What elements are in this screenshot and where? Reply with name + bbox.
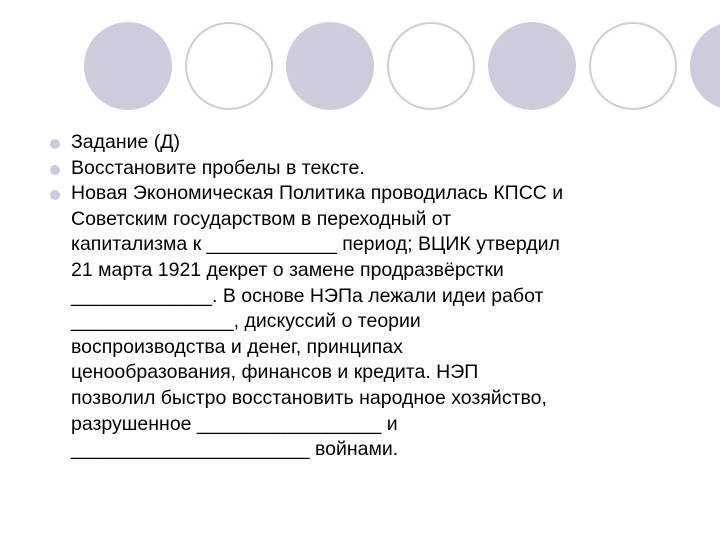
bullet-item-task <box>50 130 690 156</box>
paragraph-line: 21 марта 1921 декрет о замене продразвёрстки <box>71 258 504 281</box>
paragraph-line: воспроизводства и денег, принципах <box>71 335 403 358</box>
bullet-dot-icon <box>50 190 60 200</box>
decor-circle-filled <box>690 22 720 110</box>
paragraph-line: разрушенное _________________ и <box>71 412 398 435</box>
paragraph-line: позволил быстро восстановить народное хозяйство, <box>71 386 547 409</box>
bullet-dot-icon <box>50 139 60 149</box>
bullet-dot-icon <box>50 165 60 175</box>
paragraph-line: _____________. В основе НЭПа лежали идеи работ <box>71 284 544 307</box>
paragraph-line: Советским государством в переходный от <box>71 207 452 230</box>
paragraph-line: ______________________ войнами. <box>71 438 399 461</box>
paragraph-line: капитализма к ____________ период; ВЦИК утвердил <box>71 233 560 256</box>
paragraph-line: _______________, дискуссий о теории <box>71 310 421 333</box>
decor-circle-ring <box>387 22 475 110</box>
decor-circle-filled <box>286 22 374 110</box>
decor-circle-filled <box>84 22 172 110</box>
bullet-item-instruction <box>50 156 690 182</box>
decor-circle-ring <box>185 22 273 110</box>
bullet-text: Восстановите пробелы в тексте. <box>71 156 365 179</box>
paragraph-line: Новая Экономическая Политика проводилась КПСС и <box>71 182 564 205</box>
decor-circle-ring <box>589 22 677 110</box>
bullet-text: Задание (Д) <box>71 131 180 153</box>
decorative-circles <box>0 0 720 140</box>
paragraph-line: ценообразования, финансов и кредита. НЭП <box>71 361 479 384</box>
bullet-list <box>50 130 690 463</box>
decor-circle-filled <box>488 22 576 110</box>
bullet-item-paragraph <box>50 181 690 463</box>
